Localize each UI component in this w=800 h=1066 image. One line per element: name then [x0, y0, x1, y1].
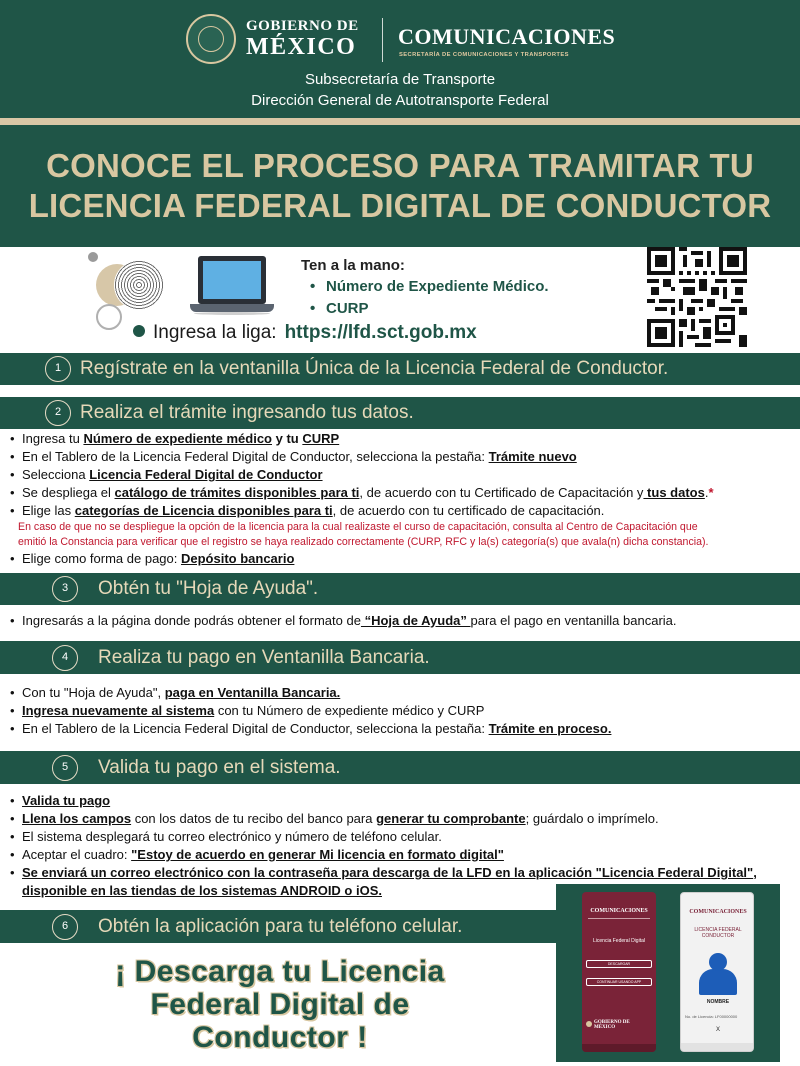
phone-header: COMUNICACIONES [689, 909, 747, 915]
list-item [8, 702, 798, 720]
text: CONDUCTOR [701, 933, 735, 939]
list-item [8, 846, 798, 864]
step-2-list [8, 430, 798, 568]
cta-line2: Federal Digital de [150, 988, 410, 1021]
step-title: Obtén tu "Hoja de Ayuda". [98, 578, 319, 599]
logo-divider [382, 18, 383, 62]
title-band [0, 125, 800, 247]
phone-seal-icon [586, 1021, 592, 1027]
list-item [8, 864, 798, 882]
step-number: 5 [52, 755, 78, 781]
direccion-text: Dirección General de Autotransporte Federal [251, 92, 549, 109]
text: CURP [302, 431, 340, 446]
phone-name-label: NOMBRE [706, 999, 730, 1005]
user-body-icon [699, 969, 737, 995]
gobierno-logo-line1: GOBIERNO DE [246, 18, 359, 34]
national-seal-icon [186, 14, 236, 64]
text: Elige las [22, 503, 75, 518]
text: Trámite nuevo [488, 449, 577, 464]
list-item [8, 810, 798, 828]
text: Ingresarás a la página donde podrás obtener el formato de [22, 613, 361, 628]
phone-download-button: DESCARGAR [586, 960, 652, 968]
decorative-circles-icon [88, 252, 178, 332]
list-item [8, 448, 798, 466]
phone-license-title [681, 927, 754, 939]
subsecretaria-text: Subsecretaría de Transporte [304, 71, 496, 88]
header-banner [0, 0, 800, 118]
list-item [8, 792, 798, 810]
list-item: • Número de Expediente Médico. [310, 276, 549, 298]
list-item: • El sistema desplegará tu correo electrónico y número de teléfono celular. [8, 828, 798, 846]
list-item [8, 484, 798, 502]
text: Depósito bancario [180, 551, 295, 566]
phone-footer-logo [594, 1020, 630, 1030]
text: Selecciona [22, 467, 90, 482]
text: Se enviará un correo electrónico con la contraseña para descarga de la LFD en la aplicación "Licencia Federal Digital" [22, 865, 754, 880]
title-line1: CONOCE EL PROCESO PARA TRAMITAR TU [46, 147, 754, 184]
text: . [704, 485, 709, 500]
text: Ingresa nuevamente al sistema [22, 703, 215, 718]
decor-spiral [114, 260, 164, 310]
text: LICENCIA FEDERAL [694, 927, 742, 933]
laptop-display [203, 261, 261, 299]
lfd-link[interactable]: https://lfd.sct.gob.mx [284, 322, 477, 343]
text: con los datos de tu recibo del banco para [131, 811, 377, 826]
step-1-bar [0, 353, 800, 385]
phone-license-number: No. de Licencia: LF00000000 [685, 1014, 738, 1019]
step-title: Realiza tu pago en Ventanilla Bancaria. [98, 647, 430, 668]
step-number: 3 [52, 576, 78, 602]
bullet-dot-icon [133, 325, 145, 337]
laptop-base [190, 304, 274, 312]
secretaria-logo-subtitle: SECRETARÍA DE COMUNICACIONES Y TRANSPORTES [399, 52, 569, 58]
qr-code-icon[interactable] [647, 247, 747, 347]
step-4-list [8, 684, 798, 738]
laptop-shadow [194, 312, 270, 315]
text: para el pago en ventanilla bancaria. [470, 613, 677, 628]
list-item [8, 684, 798, 702]
list-item [8, 720, 798, 738]
phone-nav-bar [681, 1043, 754, 1051]
phone-continue-button: CONTINUAR USANDO APP [586, 978, 652, 986]
phone-divider [588, 918, 650, 919]
step-4-bar [0, 641, 800, 674]
text: "Estoy de acuerdo en generar Mi licencia en formato digital" [131, 847, 504, 862]
step-title: Valida tu pago en el sistema. [98, 757, 341, 778]
text: En el Tablero de la Licencia Federal Digital de Conductor, selecciona la pestaña: [22, 449, 489, 464]
step-title: Regístrate en la ventanilla Única de la Licencia Federal de Conductor. [80, 358, 669, 379]
step-5-bar [0, 751, 800, 784]
gold-divider [0, 118, 800, 125]
step-3-bar [0, 573, 800, 605]
list-item [8, 430, 798, 448]
cta-line3: Conductor ! [192, 1021, 368, 1054]
text: y tu [272, 431, 303, 446]
step-title: Realiza el trámite ingresando tus datos. [80, 402, 414, 423]
link-row [133, 322, 477, 344]
user-avatar-icon [709, 953, 727, 971]
laptop-screen [198, 256, 266, 304]
text: Valida tu pago [22, 793, 111, 808]
phones-preview [556, 884, 780, 1062]
step-title: Obtén la aplicación para tu teléfono celular. [98, 916, 463, 937]
laptop-icon [190, 256, 278, 318]
cta-line1: ¡ Descarga tu Licencia [115, 955, 445, 988]
text: disponible en las tiendas de los sistemas ANDROID o iOS. [22, 883, 382, 898]
text: Ingresa tu [22, 431, 84, 446]
warning-note: emitió la Constancia para verificar que el registro se haya realizado correctamente (CURP, RFC y la(s) categoría(s) que avala(n) dicha constancia). [18, 536, 709, 548]
text: * [708, 485, 714, 500]
gobierno-logo-line2: MÉXICO [246, 34, 357, 60]
phone-subtitle: Licencia Federal Digital [593, 938, 645, 944]
text: catálogo de trámites disponibles para ti [114, 485, 360, 500]
seal-inner-ring [198, 26, 224, 52]
text: MÉXICO [594, 1025, 616, 1030]
text: Aceptar el cuadro: [22, 847, 132, 862]
text: “Hoja de Ayuda” [360, 613, 471, 628]
text: Número de expediente médico [83, 431, 272, 446]
text: Licencia Federal Digital de Conductor [89, 467, 323, 482]
text: , [753, 865, 757, 880]
text: Con tu "Hoja de Ayuda", [22, 685, 165, 700]
step-number: 4 [52, 645, 78, 671]
step-number: 6 [52, 914, 78, 940]
step-6-bar [0, 910, 556, 943]
step-number: 2 [45, 400, 71, 426]
close-icon: X [715, 1027, 720, 1033]
title-line2: LICENCIA FEDERAL DIGITAL DE CONDUCTOR [28, 187, 772, 224]
list-item: • CURP [310, 298, 549, 320]
list-item [8, 550, 798, 568]
comunicaciones-logo: COMUNICACIONES [398, 24, 616, 49]
step-3-list [8, 612, 798, 630]
phone-nav-bar [582, 1044, 656, 1052]
phone-header: COMUNICACIONES [590, 908, 648, 914]
text: , de acuerdo con tu certificado de capacitación. [332, 503, 605, 518]
list-item [8, 466, 798, 484]
decor-ring [96, 304, 122, 330]
step-number: 1 [45, 356, 71, 382]
list-item [8, 502, 798, 520]
have-on-hand-title: Ten a la mano: [301, 257, 405, 274]
text: tus datos [643, 485, 705, 500]
link-label: Ingresa la liga: [153, 322, 277, 343]
text: con tu Número de expediente médico y CURP [214, 703, 485, 718]
text: Trámite en proceso. [488, 721, 612, 736]
have-on-hand-list [310, 276, 549, 320]
text: paga en Ventanilla Bancaria. [164, 685, 341, 700]
text: Se despliega el [22, 485, 115, 500]
text: Llena los campos [22, 811, 132, 826]
list-item [8, 612, 798, 630]
phone-screen-license [680, 892, 754, 1052]
text: generar tu comprobante [376, 811, 526, 826]
warning-note: En caso de que no se despliegue la opción de la licencia para la cual realizaste el curso de capacitación, consulta al Centro de Capacitación que [18, 521, 698, 533]
logo-row [0, 12, 800, 64]
phone-screen-download [582, 892, 656, 1052]
text: , de acuerdo con tu Certificado de Capacitación y [359, 485, 644, 500]
text: GOBIERNO DE [594, 1020, 630, 1025]
text: ; guárdalo o imprímelo. [525, 811, 659, 826]
step-2-bar [0, 397, 800, 429]
text: Elige como forma de pago: [22, 551, 181, 566]
text: categorías de Licencia disponibles para ti [74, 503, 333, 518]
text: En el Tablero de la Licencia Federal Digital de Conductor, selecciona la pestaña: [22, 721, 489, 736]
decor-dot [88, 252, 98, 262]
